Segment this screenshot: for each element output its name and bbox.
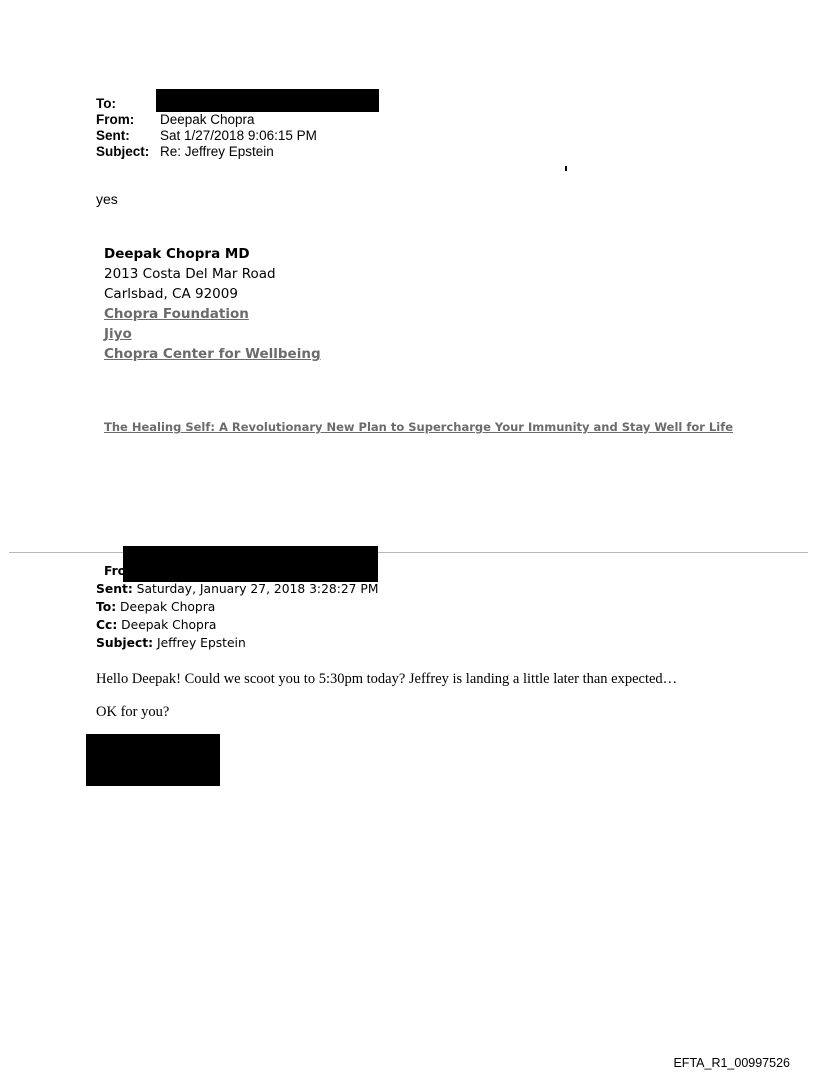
document-id: EFTA_R1_00997526: [673, 1056, 790, 1070]
quoted-to-value: Deepak Chopra: [120, 600, 216, 614]
quoted-body-line1: Hello Deepak! Could we scoot you to 5:30pm today? Jeffrey is landing a little later than expected…: [96, 671, 678, 687]
quoted-cc-row: [96, 616, 378, 634]
quoted-subject-value: Jeffrey Epstein: [156, 636, 246, 650]
header-from-row: [96, 112, 317, 128]
quoted-sent-row: [96, 580, 378, 598]
header-subject-value: Re: Jeffrey Epstein: [160, 144, 274, 159]
quoted-to-row: [96, 598, 378, 616]
link-chopra-foundation[interactable]: Chopra Foundation: [104, 306, 249, 322]
signature-address-line2: Carlsbad, CA 92009: [104, 286, 238, 302]
quoted-to-label: To:: [96, 600, 117, 614]
quoted-body-line2: OK for you?: [96, 704, 170, 720]
signature-name: Deepak Chopra MD: [104, 246, 250, 262]
quoted-sent-label: Sent:: [96, 582, 133, 596]
redaction-quoted-signature: [86, 734, 220, 786]
header-sent-label: Sent:: [96, 128, 130, 143]
book-link[interactable]: The Healing Self: A Revolutionary New Plan to Supercharge Your Immunity and Stay Well for Life: [104, 420, 733, 434]
quoted-header: [96, 562, 378, 652]
reply-body: yes: [96, 191, 118, 207]
quoted-cc-value: Deepak Chopra: [121, 618, 217, 632]
quoted-cc-label: Cc:: [96, 618, 118, 632]
header-subject-row: [96, 144, 317, 160]
quoted-subject-row: [96, 634, 378, 652]
quoted-from-row: [96, 562, 378, 580]
signature-address-line1: 2013 Costa Del Mar Road: [104, 266, 276, 282]
quoted-from-label: Fro: [104, 564, 127, 578]
link-jiyo[interactable]: Jiyo: [104, 326, 132, 342]
header-sent-row: [96, 128, 317, 144]
redaction-to-recipient: [156, 89, 379, 112]
link-chopra-center-wellbeing[interactable]: Chopra Center for Wellbeing: [104, 346, 321, 362]
signature-block: [104, 244, 321, 364]
header-to-label: To:: [96, 96, 116, 111]
quoted-sent-value: Saturday, January 27, 2018 3:28:27 PM: [136, 582, 379, 596]
header-from-label: From:: [96, 112, 135, 127]
stray-mark: [565, 166, 567, 171]
quoted-subject-label: Subject:: [96, 636, 154, 650]
header-from-value: Deepak Chopra: [160, 112, 255, 127]
header-sent-value: Sat 1/27/2018 9:06:15 PM: [160, 128, 317, 143]
header-subject-label: Subject:: [96, 144, 150, 159]
